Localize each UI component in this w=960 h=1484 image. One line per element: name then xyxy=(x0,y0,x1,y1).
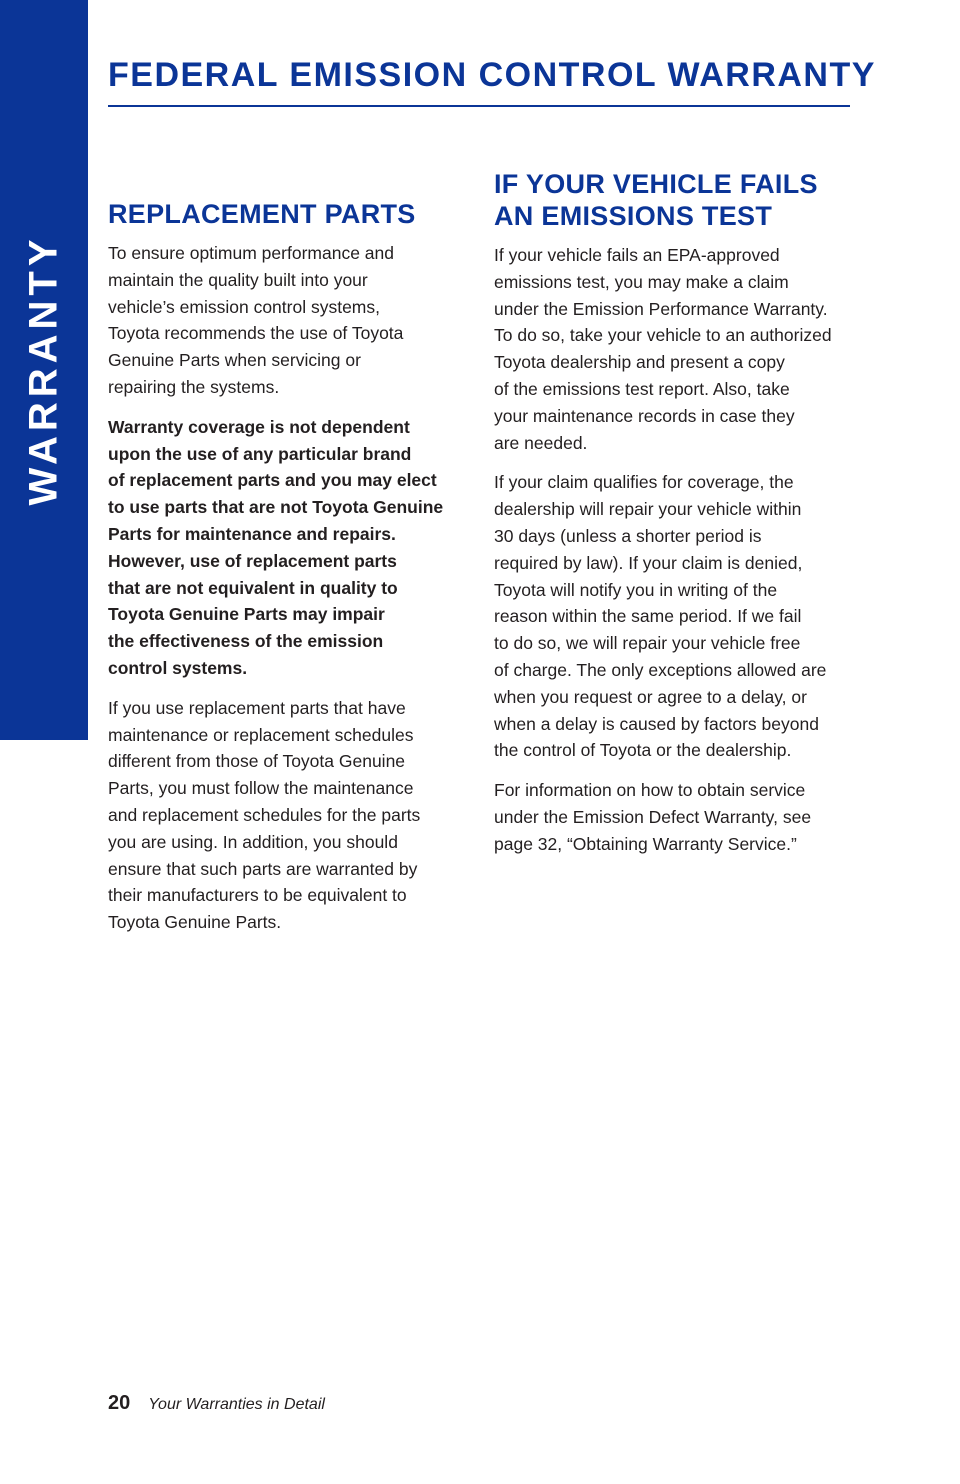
emissions-test-heading xyxy=(494,168,839,232)
replacement-parts-paragraph-1: To ensure optimum performance and maintain the quality built into your vehicle’s emission control systems, Toyota recommends the use of Toyota Genuine Parts when servicing or repairing the systems. xyxy=(108,243,404,397)
warranty-coverage-note: Warranty coverage is not dependent upon the use of any particular brand of replacement parts and you may elect to use parts that are not Toyota Genuine Parts for maintenance and repairs. However, use of replacement parts that are not equivalent in quality to Toyota Genuine Parts may impair the effectiveness of the emission control systems. xyxy=(108,416,444,678)
page-number: 20 xyxy=(108,1392,131,1414)
title-divider xyxy=(108,105,850,107)
page-footer xyxy=(108,1392,325,1415)
emissions-test-paragraph-1: If your vehicle fails an EPA-approved emissions test, you may make a claim under the Emission Performance Warranty. To do so, take your vehicle to an authorized Toyota dealership and present a copy of the emissions test report. Also, take your maintenance records in case they are needed. xyxy=(494,245,832,453)
section-tab-label: WARRANTY xyxy=(21,234,66,506)
replacement-parts-heading: REPLACEMENT PARTS xyxy=(108,199,416,229)
emissions-test-heading-line-1: IF YOUR VEHICLE FAILS xyxy=(494,169,818,199)
emissions-test-heading-line-2: AN EMISSIONS TEST xyxy=(494,201,773,231)
replacement-parts-paragraph-3: If you use replacement parts that have maintenance or replacement schedules different from those of Toyota Genuine Parts, you must follow the maintenance and replacement schedules for the parts you are using. In addition, you should ensure that such parts are warranted by their manufacturers to be equivalent to Toyota Genuine Parts. xyxy=(108,697,421,933)
footer-section-title: Your Warranties in Detail xyxy=(148,1396,325,1413)
emissions-test-section xyxy=(494,168,839,871)
replacement-parts-section xyxy=(108,198,453,949)
emissions-test-paragraph-3: For information on how to obtain service under the Emission Defect Warranty, see page 32, “Obtaining Warranty Service.” xyxy=(494,780,812,854)
emissions-test-paragraph-2: If your claim qualifies for coverage, the dealership will repair your vehicle within 30 days (unless a shorter period is required by law). If your claim is denied, Toyota will notify you in writing of the reason within the same period. If we fail to do so, we will repair your vehicle free of charge. The only exceptions allowed are when you request or agree to a delay, or when a delay is caused by factors beyond the control of Toyota or the dealership. xyxy=(494,472,827,761)
section-side-tab xyxy=(0,0,88,740)
page-title: FEDERAL EMISSION CONTROL WARRANTY xyxy=(108,56,876,94)
